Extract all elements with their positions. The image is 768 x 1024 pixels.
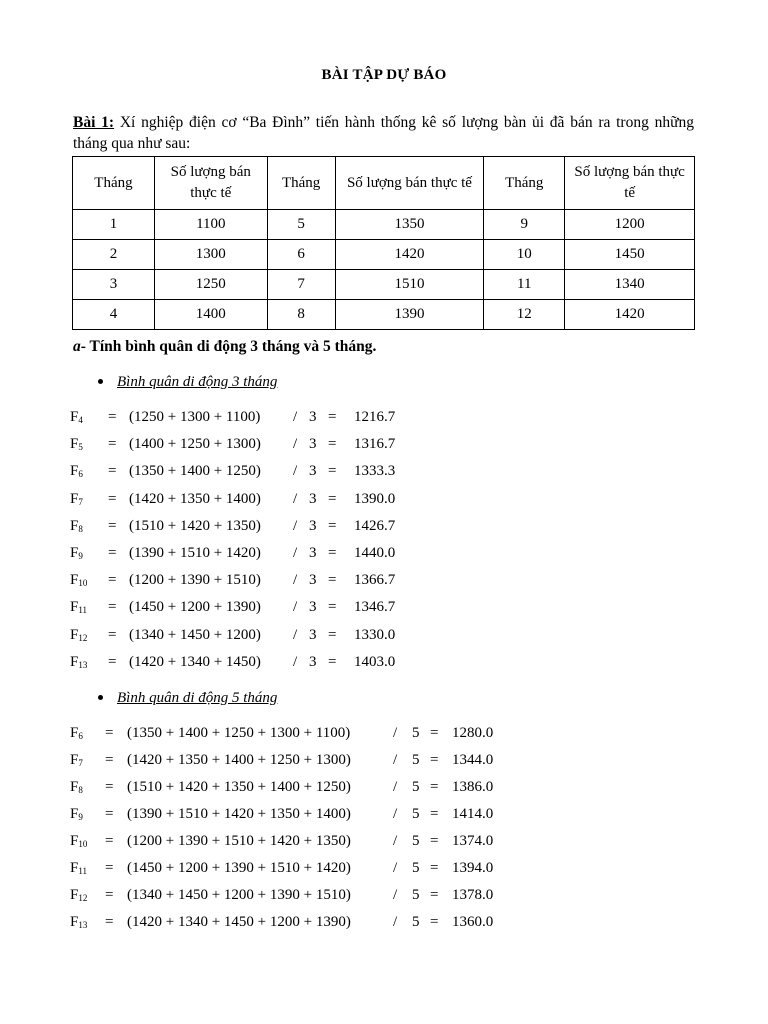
ma3-heading-text: Bình quân di động 3 tháng bbox=[117, 374, 278, 390]
sum-expression: (1510 + 1420 + 1350 + 1400 + 1250) bbox=[127, 779, 351, 795]
bullet-icon bbox=[98, 379, 103, 384]
sum-expression: (1350 + 1400 + 1250) bbox=[129, 463, 261, 480]
forecast-label bbox=[70, 654, 87, 671]
equals-sign: = bbox=[430, 752, 439, 768]
equals-sign: = bbox=[105, 860, 114, 876]
forecast-value: 1394.0 bbox=[452, 860, 494, 876]
forecast-label bbox=[70, 627, 87, 644]
equals-sign: = bbox=[105, 914, 114, 930]
sum-expression: (1390 + 1510 + 1420 + 1350 + 1400) bbox=[127, 806, 351, 822]
forecast-period: 7 bbox=[78, 496, 83, 507]
forecast-value: 1403.0 bbox=[354, 653, 396, 670]
forecast-label bbox=[70, 409, 83, 426]
equals-sign: = bbox=[328, 626, 337, 643]
sum-expression: (1450 + 1200 + 1390 + 1510 + 1420) bbox=[127, 860, 351, 876]
forecast-value: 1366.7 bbox=[354, 572, 396, 589]
table-row bbox=[73, 240, 695, 270]
ma5-heading bbox=[98, 690, 277, 707]
divisor: 3 bbox=[309, 436, 317, 453]
equals-sign: = bbox=[108, 545, 117, 561]
forecast-symbol: F bbox=[70, 806, 79, 822]
forecast-symbol: F bbox=[70, 653, 79, 670]
equals-sign: = bbox=[105, 887, 114, 903]
forecast-label bbox=[70, 518, 83, 535]
forecast-symbol: F bbox=[70, 599, 79, 616]
forecast-label bbox=[70, 887, 87, 904]
sum-expression: (1390 + 1510 + 1420) bbox=[129, 545, 261, 561]
table-cell: 1200 bbox=[565, 210, 695, 240]
table-cell: 7 bbox=[267, 270, 335, 300]
forecast-period: 10 bbox=[78, 839, 88, 849]
forecast-value: 1414.0 bbox=[452, 806, 494, 822]
problem-label: Bài 1: bbox=[73, 114, 115, 131]
forecast-value: 1346.7 bbox=[354, 599, 396, 616]
table-row bbox=[73, 270, 695, 300]
forecast-period: 13 bbox=[78, 920, 88, 930]
divisor: 3 bbox=[309, 409, 317, 425]
forecast-label bbox=[70, 572, 87, 589]
table-cell: 3 bbox=[73, 270, 155, 300]
equals-sign: = bbox=[108, 653, 117, 670]
header-month-3: Tháng bbox=[484, 157, 565, 210]
divisor: 5 bbox=[412, 806, 420, 822]
forecast-value: 1440.0 bbox=[354, 545, 396, 561]
divisor: 3 bbox=[309, 626, 317, 643]
equals-sign: = bbox=[328, 436, 337, 453]
header-month-2: Tháng bbox=[267, 157, 335, 210]
forecast-period: 4 bbox=[78, 415, 83, 425]
equals-sign: = bbox=[430, 914, 439, 930]
sum-expression: (1510 + 1420 + 1350) bbox=[129, 517, 261, 534]
table-cell: 10 bbox=[484, 240, 565, 270]
sum-expression: (1250 + 1300 + 1100) bbox=[129, 409, 261, 425]
divide-sign: / bbox=[293, 626, 298, 643]
divisor: 3 bbox=[309, 599, 317, 616]
forecast-period: 8 bbox=[78, 523, 83, 534]
forecast-period: 10 bbox=[78, 578, 88, 589]
forecast-value: 1330.0 bbox=[354, 626, 396, 643]
divisor: 3 bbox=[309, 545, 317, 561]
forecast-value: 1316.7 bbox=[354, 436, 396, 453]
sum-expression: (1200 + 1390 + 1510) bbox=[129, 572, 261, 589]
divide-sign: / bbox=[393, 806, 398, 822]
divisor: 5 bbox=[412, 860, 420, 876]
forecast-value: 1360.0 bbox=[452, 914, 494, 930]
forecast-label bbox=[70, 463, 83, 480]
equals-sign: = bbox=[328, 409, 337, 425]
forecast-value: 1333.3 bbox=[354, 463, 396, 480]
divide-sign: / bbox=[393, 833, 398, 849]
equals-sign: = bbox=[328, 545, 337, 561]
sum-expression: (1420 + 1340 + 1450 + 1200 + 1390) bbox=[127, 914, 351, 930]
table-cell: 1420 bbox=[565, 300, 695, 330]
forecast-period: 12 bbox=[78, 893, 88, 903]
equals-sign: = bbox=[105, 752, 114, 768]
divide-sign: / bbox=[393, 860, 398, 876]
forecast-symbol: F bbox=[70, 436, 79, 453]
equals-sign: = bbox=[328, 517, 337, 534]
forecast-period: 12 bbox=[78, 632, 88, 643]
header-quantity-1: Số lượng bán thực tế bbox=[154, 157, 267, 210]
part-a-heading bbox=[73, 338, 376, 356]
forecast-label bbox=[70, 491, 83, 508]
forecast-symbol: F bbox=[70, 887, 79, 903]
equals-sign: = bbox=[430, 779, 439, 795]
equals-sign: = bbox=[108, 517, 117, 534]
divide-sign: / bbox=[293, 545, 298, 561]
sum-expression: (1340 + 1450 + 1200) bbox=[129, 626, 261, 643]
header-month-1: Tháng bbox=[73, 157, 155, 210]
sales-table bbox=[72, 156, 695, 330]
forecast-value: 1386.0 bbox=[452, 779, 494, 795]
equals-sign: = bbox=[328, 572, 337, 589]
table-row bbox=[73, 300, 695, 330]
equals-sign: = bbox=[108, 626, 117, 643]
equals-sign: = bbox=[328, 599, 337, 616]
divide-sign: / bbox=[293, 409, 298, 425]
equals-sign: = bbox=[430, 833, 439, 849]
divide-sign: / bbox=[293, 490, 298, 507]
forecast-value: 1216.7 bbox=[354, 409, 396, 425]
forecast-label bbox=[70, 779, 83, 796]
equals-sign: = bbox=[108, 436, 117, 453]
table-row bbox=[73, 210, 695, 240]
forecast-period: 6 bbox=[78, 469, 83, 480]
forecast-symbol: F bbox=[70, 409, 79, 425]
sum-expression: (1340 + 1450 + 1200 + 1390 + 1510) bbox=[127, 887, 351, 903]
part-a-text: - Tính bình quân di động 3 tháng và 5 tháng. bbox=[80, 338, 377, 355]
table-cell: 8 bbox=[267, 300, 335, 330]
forecast-value: 1426.7 bbox=[354, 517, 396, 534]
forecast-symbol: F bbox=[70, 517, 79, 534]
forecast-label bbox=[70, 860, 87, 877]
table-cell: 1510 bbox=[335, 270, 484, 300]
equals-sign: = bbox=[430, 725, 439, 741]
forecast-symbol: F bbox=[70, 463, 79, 480]
table-cell: 1100 bbox=[154, 210, 267, 240]
divide-sign: / bbox=[393, 887, 398, 903]
forecast-symbol: F bbox=[70, 833, 79, 849]
table-header-row bbox=[73, 157, 695, 210]
forecast-period: 7 bbox=[78, 758, 83, 768]
forecast-period: 11 bbox=[78, 605, 88, 616]
forecast-label bbox=[70, 436, 83, 453]
forecast-label bbox=[70, 833, 87, 850]
table-cell: 6 bbox=[267, 240, 335, 270]
table-cell: 1450 bbox=[565, 240, 695, 270]
table-cell: 5 bbox=[267, 210, 335, 240]
sum-expression: (1400 + 1250 + 1300) bbox=[129, 436, 261, 453]
equals-sign: = bbox=[108, 409, 117, 425]
part-a-letter: a bbox=[73, 338, 81, 355]
equals-sign: = bbox=[108, 599, 117, 616]
forecast-value: 1390.0 bbox=[354, 490, 396, 507]
forecast-symbol: F bbox=[70, 779, 79, 795]
forecast-period: 9 bbox=[78, 551, 83, 561]
divide-sign: / bbox=[393, 914, 398, 930]
equals-sign: = bbox=[430, 860, 439, 876]
table-cell: 1300 bbox=[154, 240, 267, 270]
table-cell: 1250 bbox=[154, 270, 267, 300]
forecast-label bbox=[70, 599, 87, 616]
ma5-heading-text: Bình quân di động 5 tháng bbox=[117, 690, 278, 706]
forecast-symbol: F bbox=[70, 490, 79, 507]
table-cell: 9 bbox=[484, 210, 565, 240]
divisor: 5 bbox=[412, 914, 420, 930]
forecast-period: 5 bbox=[78, 442, 83, 453]
header-quantity-2: Số lượng bán thực tế bbox=[335, 157, 484, 210]
forecast-label bbox=[70, 545, 83, 562]
table-cell: 11 bbox=[484, 270, 565, 300]
equals-sign: = bbox=[430, 806, 439, 822]
divisor: 5 bbox=[412, 725, 420, 741]
header-quantity-3: Số lượng bán thực tế bbox=[565, 157, 695, 210]
table-cell: 1420 bbox=[335, 240, 484, 270]
divisor: 3 bbox=[309, 572, 317, 589]
forecast-symbol: F bbox=[70, 860, 79, 876]
table-cell: 2 bbox=[73, 240, 155, 270]
page-title: BÀI TẬP DỰ BÁO bbox=[321, 67, 447, 83]
forecast-symbol: F bbox=[70, 626, 79, 643]
table-cell: 4 bbox=[73, 300, 155, 330]
equals-sign: = bbox=[430, 887, 439, 903]
forecast-period: 13 bbox=[78, 659, 88, 670]
divide-sign: / bbox=[293, 463, 298, 480]
divide-sign: / bbox=[293, 572, 298, 589]
forecast-label bbox=[70, 806, 83, 823]
equals-sign: = bbox=[328, 463, 337, 480]
bullet-icon bbox=[98, 695, 103, 700]
divide-sign: / bbox=[393, 725, 398, 741]
forecast-period: 11 bbox=[78, 866, 88, 876]
divide-sign: / bbox=[293, 517, 298, 534]
table-cell: 1350 bbox=[335, 210, 484, 240]
divisor: 5 bbox=[412, 752, 420, 768]
table-cell: 1 bbox=[73, 210, 155, 240]
equals-sign: = bbox=[108, 572, 117, 589]
divide-sign: / bbox=[393, 752, 398, 768]
divisor: 5 bbox=[412, 833, 420, 849]
equals-sign: = bbox=[108, 463, 117, 480]
table-cell: 1390 bbox=[335, 300, 484, 330]
divisor: 3 bbox=[309, 463, 317, 480]
forecast-label bbox=[70, 914, 87, 931]
divide-sign: / bbox=[293, 653, 298, 670]
forecast-value: 1374.0 bbox=[452, 833, 494, 849]
problem-text: Xí nghiệp điện cơ “Ba Đình” tiến hành thống kê số lượng bàn ủi đã bán ra trong những tháng qua như sau: bbox=[73, 114, 695, 152]
forecast-symbol: F bbox=[70, 725, 79, 741]
forecast-value: 1378.0 bbox=[452, 887, 494, 903]
forecast-period: 8 bbox=[78, 785, 83, 795]
forecast-value: 1280.0 bbox=[452, 725, 494, 741]
table-cell: 1340 bbox=[565, 270, 695, 300]
divide-sign: / bbox=[393, 779, 398, 795]
sum-expression: (1420 + 1350 + 1400 + 1250 + 1300) bbox=[127, 752, 351, 768]
forecast-label bbox=[70, 725, 83, 742]
table-cell: 1400 bbox=[154, 300, 267, 330]
divisor: 3 bbox=[309, 653, 317, 670]
equals-sign: = bbox=[108, 490, 117, 507]
equals-sign: = bbox=[105, 725, 114, 741]
divide-sign: / bbox=[293, 436, 298, 453]
forecast-period: 9 bbox=[78, 812, 83, 822]
ma3-heading bbox=[98, 374, 277, 391]
equals-sign: = bbox=[105, 806, 114, 822]
divisor: 5 bbox=[412, 887, 420, 903]
forecast-symbol: F bbox=[70, 545, 79, 561]
sum-expression: (1350 + 1400 + 1250 + 1300 + 1100) bbox=[127, 725, 351, 741]
sum-expression: (1420 + 1350 + 1400) bbox=[129, 490, 261, 507]
forecast-symbol: F bbox=[70, 914, 79, 930]
forecast-label bbox=[70, 752, 83, 769]
table-cell: 12 bbox=[484, 300, 565, 330]
equals-sign: = bbox=[105, 833, 114, 849]
equals-sign: = bbox=[328, 490, 337, 507]
divide-sign: / bbox=[293, 599, 298, 616]
equals-sign: = bbox=[328, 653, 337, 670]
divisor: 3 bbox=[309, 517, 317, 534]
equals-sign: = bbox=[105, 779, 114, 795]
forecast-value: 1344.0 bbox=[452, 752, 494, 768]
sum-expression: (1420 + 1340 + 1450) bbox=[129, 653, 261, 670]
divisor: 3 bbox=[309, 490, 317, 507]
problem-intro bbox=[73, 112, 694, 154]
sum-expression: (1450 + 1200 + 1390) bbox=[129, 599, 261, 616]
forecast-period: 6 bbox=[78, 731, 83, 741]
forecast-symbol: F bbox=[70, 572, 79, 589]
forecast-symbol: F bbox=[70, 752, 79, 768]
divisor: 5 bbox=[412, 779, 420, 795]
sum-expression: (1200 + 1390 + 1510 + 1420 + 1350) bbox=[127, 833, 351, 849]
